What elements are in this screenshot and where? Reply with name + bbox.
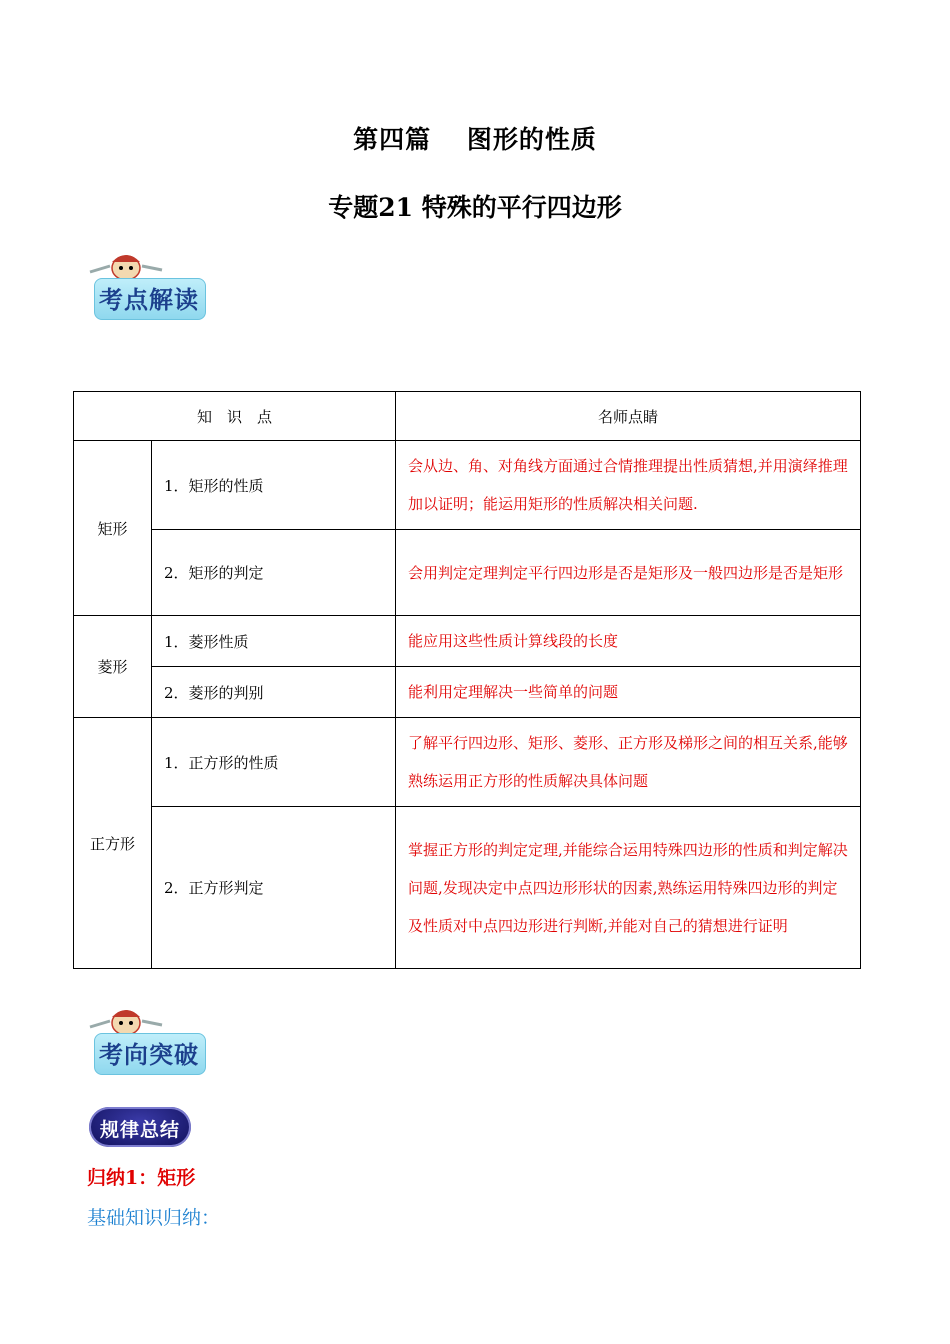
category-cell: 菱形: [74, 616, 152, 718]
table-row: [74, 616, 861, 667]
badge-kaodian: [86, 248, 204, 320]
item-cell: 1．菱形性质: [152, 616, 396, 667]
table-row: [74, 530, 861, 616]
summary-badge-label: 规律总结: [99, 1119, 180, 1141]
note-cell: 掌握正方形的判定定理,并能综合运用特殊四边形的性质和判定解决问题,发现决定中点四边形形状的因素,熟练运用特殊四边形的判定及性质对中点四边形进行判断,并能对自己的猜想进行证明: [396, 807, 861, 969]
item-cell: 2．矩形的判定: [152, 530, 396, 616]
table-row: [74, 441, 861, 530]
note-cell: 能利用定理解决一些简单的问题: [396, 667, 861, 718]
knowledge-table: [73, 391, 861, 969]
category-cell: 矩形: [74, 441, 152, 616]
column-header: 知 识 点: [74, 392, 396, 441]
section-subheading: 基础知识归纳：: [87, 1207, 221, 1229]
table-row: [74, 667, 861, 718]
badge-label: 考点解读: [99, 285, 199, 314]
table-row: [74, 807, 861, 969]
item-cell: 1．矩形的性质: [152, 441, 396, 530]
note-cell: 会用判定定理判定平行四边形是否是矩形及一般四边形是否是矩形: [396, 530, 861, 616]
topic-title: 专题21 特殊的平行四边形: [328, 193, 622, 222]
note-cell: 了解平行四边形、矩形、菱形、正方形及梯形之间的相互关系,能够熟练运用正方形的性质解决具体问题: [396, 718, 861, 807]
table-header-row: [74, 392, 861, 441]
badge-kaoxiang: [86, 1003, 204, 1075]
item-cell: 2．菱形的判别: [152, 667, 396, 718]
item-cell: 2．正方形判定: [152, 807, 396, 969]
note-cell: 会从边、角、对角线方面通过合情推理提出性质猜想,并用演绎推理加以证明；能运用矩形的性质解决相关问题.: [396, 441, 861, 530]
note-cell: 能应用这些性质计算线段的长度: [396, 616, 861, 667]
category-cell: 正方形: [74, 718, 152, 969]
item-cell: 1．正方形的性质: [152, 718, 396, 807]
summary-badge: [89, 1107, 191, 1147]
section-heading: 归纳1：矩形: [87, 1167, 196, 1189]
badge-label: 考向突破: [99, 1040, 199, 1069]
column-header: 名师点睛: [396, 392, 861, 441]
table-row: [74, 718, 861, 807]
part-title: 第四篇 图形的性质: [353, 125, 597, 154]
